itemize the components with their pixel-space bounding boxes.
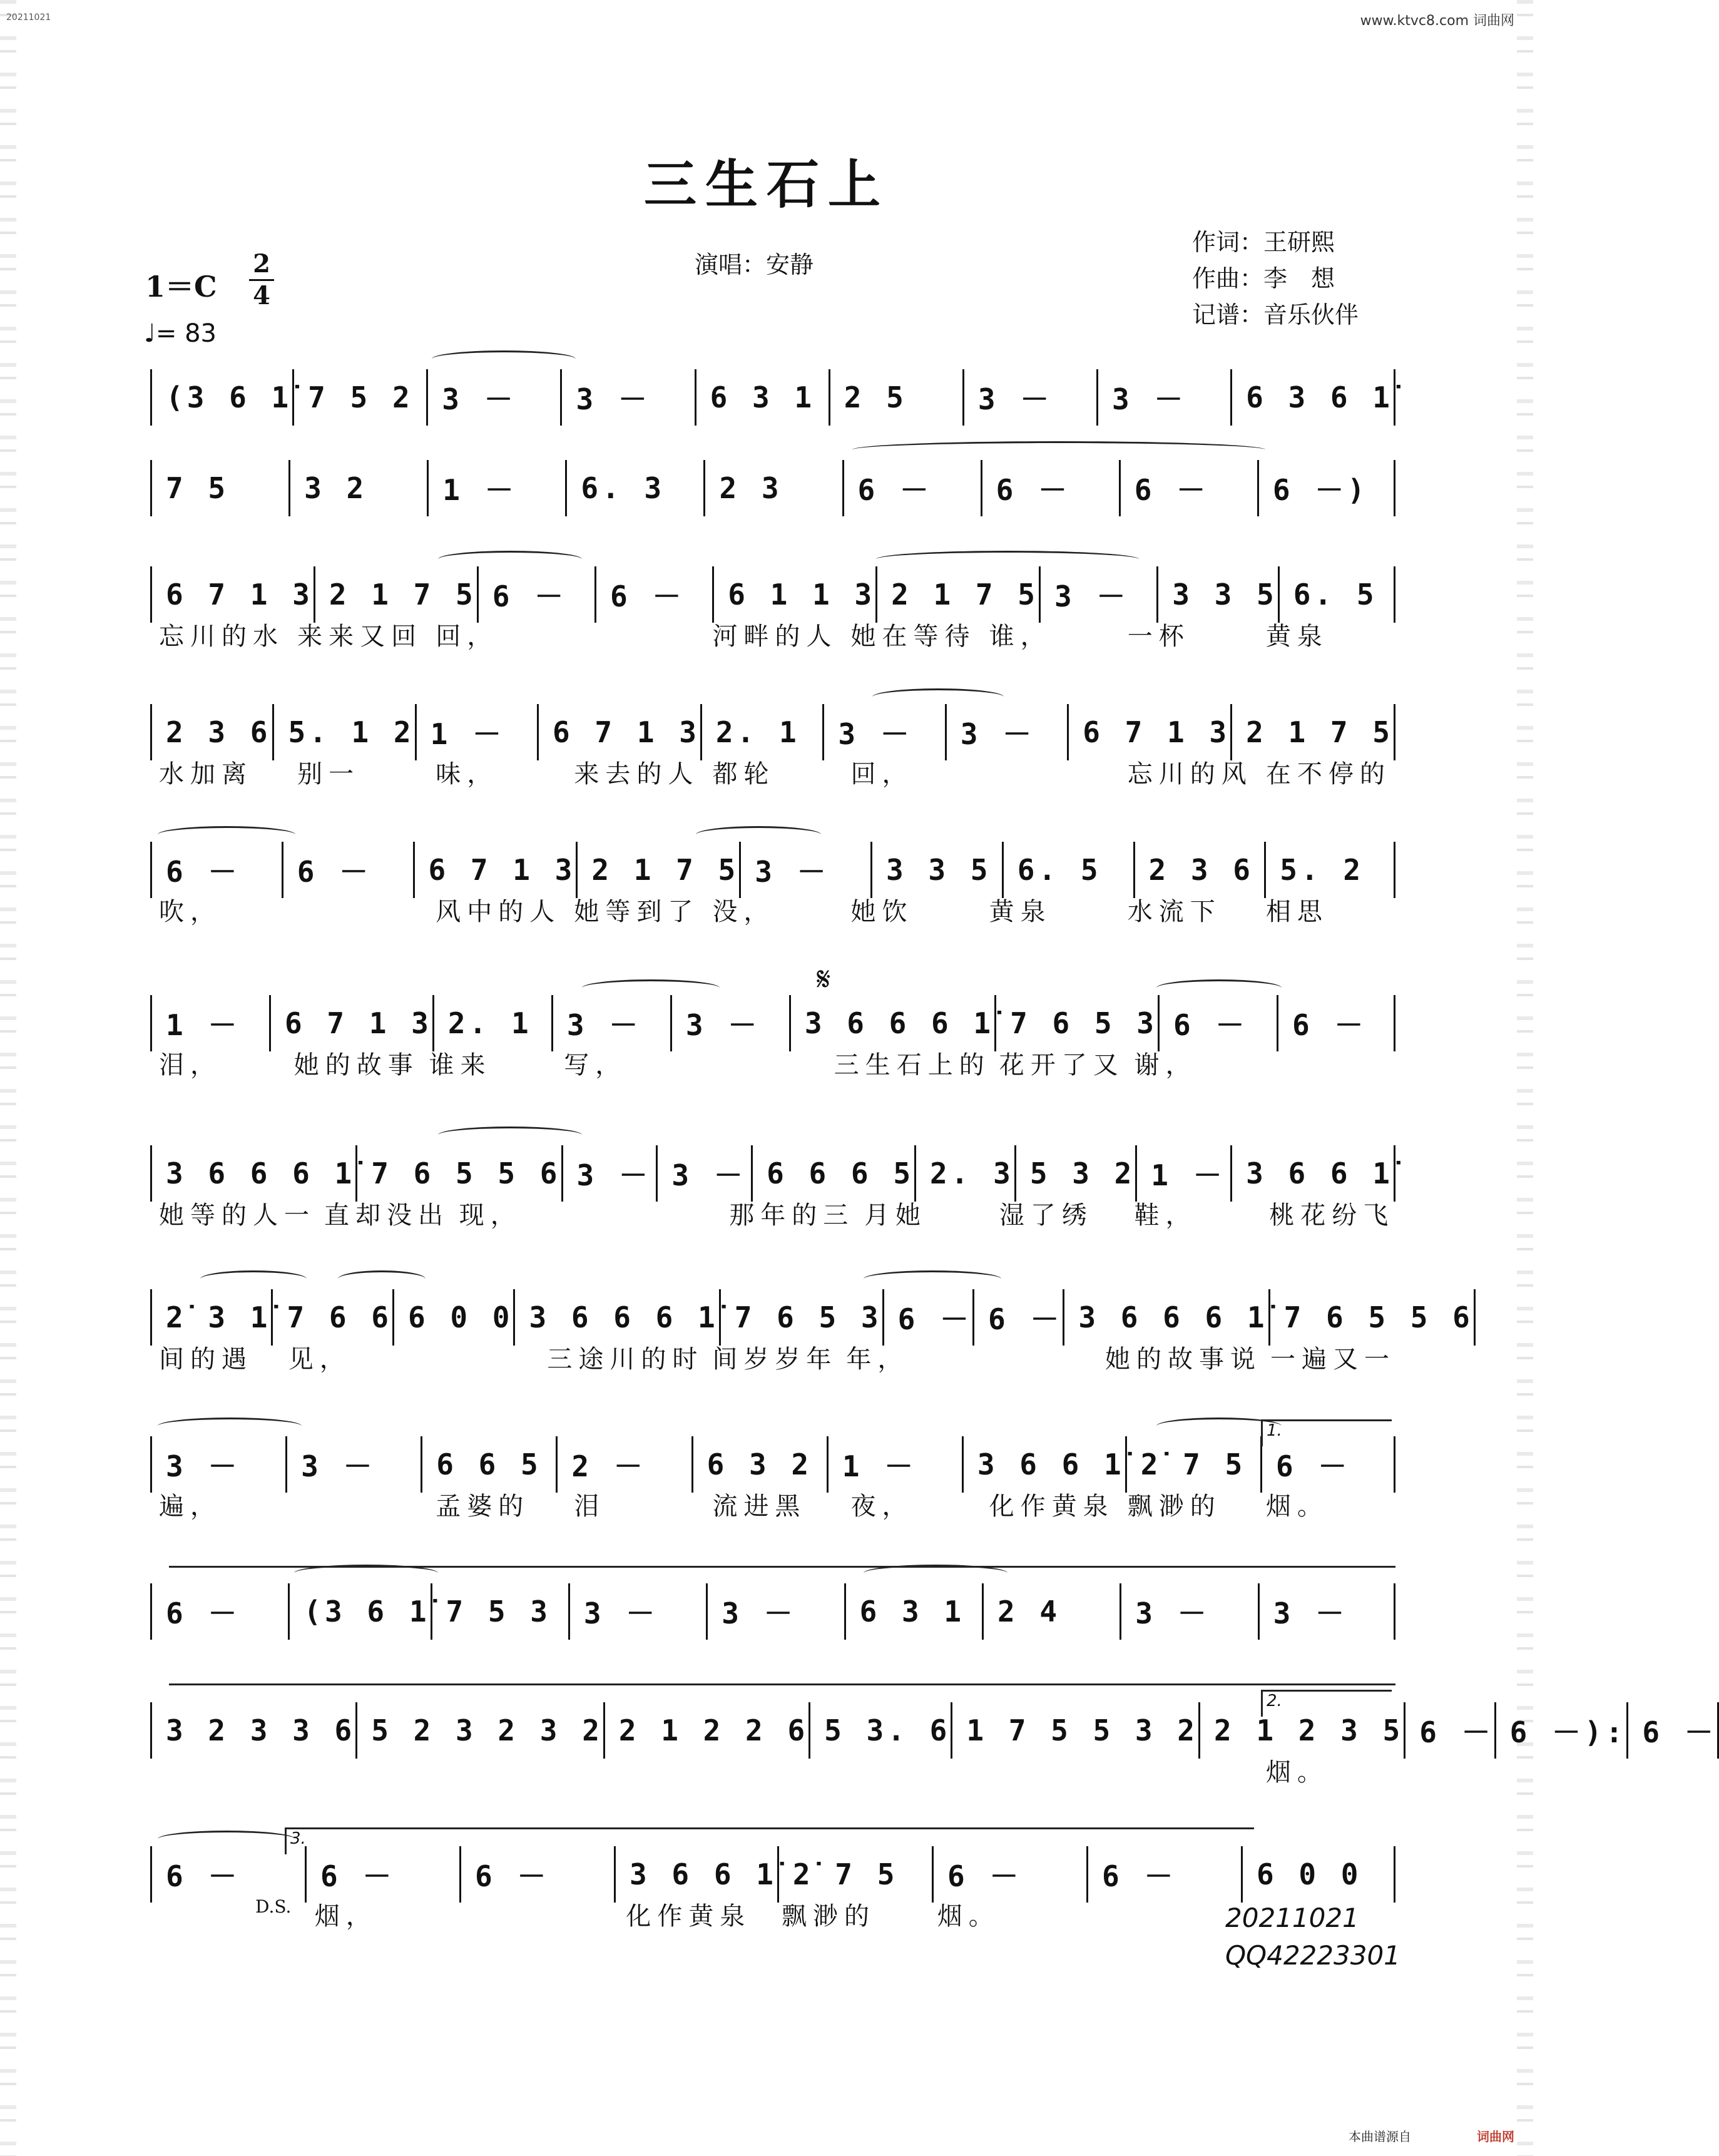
lyric-segment: 三途川的时	[547, 1345, 704, 1374]
lyric-segment: 忘川的风	[1127, 760, 1253, 789]
measure: 6 3 6 1̇	[1230, 369, 1395, 426]
lyric-segment: 化作黄泉	[989, 1492, 1115, 1521]
lyric-segment	[288, 1752, 427, 1790]
site-tag: www.ktvc8.com 词曲网	[1360, 13, 1514, 29]
lyric-segment: 河畔的人	[712, 622, 838, 651]
lyric-segment	[703, 1752, 842, 1790]
measure: 6 －	[150, 1583, 288, 1640]
lyric-segment: 直却没出	[324, 1201, 449, 1230]
lyric-segment: 谁来	[429, 1051, 492, 1080]
measure: 6 －	[305, 1846, 459, 1903]
right-watermark-strip	[1517, 0, 1533, 2156]
lyric-segment: 她饮	[850, 897, 914, 926]
lyric-segment	[288, 892, 427, 929]
slur-mark	[438, 551, 582, 568]
measure: 3 2 3 3 6	[150, 1702, 355, 1759]
measure: 1 －	[150, 995, 269, 1051]
lyric-segment: 月她	[864, 1201, 927, 1230]
lyric-segment: 没，	[712, 897, 775, 926]
measure: 2 1 7 5	[314, 566, 477, 623]
notation-row	[150, 369, 1395, 426]
transcriber: 记谱：音乐伙伴	[1192, 301, 1359, 329]
measure: 2. 1	[432, 995, 551, 1051]
slur-mark	[158, 826, 295, 843]
measure: 2 3 6	[150, 704, 272, 760]
measure: 3 －	[945, 704, 1067, 760]
measure: 2 4	[982, 1583, 1120, 1640]
lyric-segment	[409, 1339, 539, 1377]
lyric-segment: 她等的人一	[159, 1201, 315, 1230]
notation-row	[150, 1702, 1717, 1759]
measure: 2 1 7 5	[875, 566, 1039, 623]
measure: 7 6 5 3	[719, 1289, 882, 1346]
lyric-segment: 间岁岁年	[712, 1345, 838, 1374]
notation-row	[150, 566, 1395, 623]
notation-row	[150, 1846, 1395, 1903]
measure: 5. 2	[1264, 842, 1395, 898]
slur-mark	[338, 1270, 426, 1287]
lyric-segment: 一遍又一	[1270, 1345, 1395, 1374]
measure: 2 1 7 5	[576, 842, 739, 898]
lyric-segment: 来去的人	[574, 760, 700, 789]
measure: 2̇ 7 5	[777, 1846, 932, 1903]
footer-site-logo: 词曲网	[1477, 2129, 1514, 2144]
measure: 6 7 1 3	[269, 995, 432, 1051]
measure: 7 6 5 5 6	[355, 1145, 561, 1202]
measure: 6 －):	[1494, 1702, 1627, 1759]
measure: 3 －	[656, 1145, 751, 1202]
measure: 6. 3	[565, 460, 703, 516]
slur-mark	[696, 826, 821, 843]
measure: 6. 5	[1278, 566, 1395, 623]
lyric-segment: 回，	[850, 760, 914, 789]
lyric-segment: 烟。	[1265, 1758, 1329, 1787]
measure: 6 －	[477, 566, 594, 623]
measure: (3 6 1̇	[150, 369, 292, 426]
measure: 7 5 3	[431, 1583, 568, 1640]
lyric-segment: 年，	[846, 1345, 909, 1374]
measure: 7 6 5 5 6	[1268, 1289, 1476, 1346]
lyric-segment: 谢，	[1134, 1051, 1197, 1080]
measure: 3 －	[670, 995, 789, 1051]
measure: 6 －	[150, 1846, 305, 1903]
notation-row	[150, 1145, 1395, 1202]
measure: 3 6 6 1̇	[962, 1436, 1125, 1493]
measure: 6. 5	[1002, 842, 1133, 898]
lyricist: 作词：王研熙	[1192, 228, 1335, 256]
measure: 6 0 0	[392, 1289, 513, 1346]
measure: 6 －	[459, 1846, 614, 1903]
measure: (3 6 1̇	[288, 1583, 430, 1640]
measure: 7 5	[150, 460, 288, 516]
lyric-segment: 写，	[564, 1051, 627, 1080]
lyric-segment: 水加离	[159, 760, 253, 789]
measure: 3 －	[739, 842, 870, 898]
lyric-segment: 味，	[436, 760, 499, 789]
measure: 6 －	[1260, 1436, 1395, 1493]
measure: 3 －	[822, 704, 944, 760]
measure: 3 －	[706, 1583, 844, 1640]
lyric-segment	[1119, 1752, 1257, 1790]
lyric-segment: 遍，	[159, 1492, 222, 1521]
measure: 2. 1	[700, 704, 822, 760]
lyrics-row	[150, 754, 1395, 792]
measure: 3 －	[1120, 1583, 1257, 1640]
lyric-segment: 水流下	[1127, 897, 1222, 926]
lyrics-row	[150, 1195, 1395, 1233]
lyric-segment: 她的故事	[293, 1051, 419, 1080]
measure: 6 3 1	[695, 369, 829, 426]
slur-mark	[158, 1418, 302, 1434]
measure: 3 3 5	[870, 842, 1002, 898]
slur-mark	[1156, 979, 1282, 996]
lyric-segment: 夜，	[850, 1492, 914, 1521]
lyric-segment	[586, 1195, 721, 1233]
measure: 6 －	[842, 460, 981, 516]
lyric-segment: 烟，	[314, 1902, 377, 1931]
measure: 3 －	[568, 1583, 706, 1640]
measure: 6 －	[882, 1289, 972, 1346]
measure: 3 －	[560, 369, 694, 426]
measure: 2 3	[703, 460, 842, 516]
notation-row	[150, 460, 1395, 516]
lyric-segment: 黄泉	[1265, 622, 1329, 651]
lyric-segment	[1084, 1896, 1240, 1934]
top-left-tag: 20211021	[6, 13, 51, 23]
time-bottom: 4	[249, 279, 274, 311]
lyrics-row	[150, 1486, 1395, 1524]
notation-row	[150, 704, 1395, 760]
lyric-segment	[981, 1752, 1119, 1790]
measure: 3 2	[288, 460, 427, 516]
lyric-segment: 现，	[459, 1201, 522, 1230]
lyric-segment: 间的遇	[159, 1345, 253, 1374]
tempo-marking: ♩= 83	[144, 319, 217, 348]
slur-mark	[872, 688, 1004, 705]
footer-date: 20211021	[1225, 1903, 1359, 1933]
measure: 3 －	[150, 1436, 285, 1493]
measure: 2 －	[556, 1436, 691, 1493]
measure: 6 －	[1158, 995, 1277, 1051]
measure: 2̇ 7 5	[1125, 1436, 1260, 1493]
measure: 5 3. 6	[808, 1702, 951, 1759]
measure: 3 6 6 1̇	[614, 1846, 777, 1903]
measure: 5. 1 2	[272, 704, 414, 760]
slur-mark	[582, 979, 720, 996]
lyric-segment	[842, 1752, 981, 1790]
lyric-segment: 孟婆的	[436, 1492, 530, 1521]
lyrics-row	[150, 1896, 1395, 1934]
lyric-segment: 三生石上的	[834, 1051, 991, 1080]
measure: 2 3 6	[1133, 842, 1265, 898]
measure: 6 －	[972, 1289, 1063, 1346]
lyric-segment	[150, 1752, 288, 1790]
lyric-segment: 别一	[297, 760, 360, 789]
measure: 3 －	[426, 369, 560, 426]
slur-mark	[876, 551, 1139, 568]
notation-row	[150, 1436, 1395, 1493]
measure: 3 6 6 6 1̇	[1063, 1289, 1268, 1346]
measure: 6 －	[932, 1846, 1086, 1903]
lyric-segment: 一杯	[1127, 622, 1190, 651]
lyric-segment: 那年的三	[729, 1201, 855, 1230]
ds-mark: D.S.	[255, 1896, 292, 1917]
lyric-segment	[462, 1896, 618, 1934]
segno-mark: 𝄋	[817, 961, 831, 998]
measure: 3 6 6 1̇	[1230, 1145, 1395, 1202]
measure: 1 －	[427, 460, 565, 516]
lyric-segment: 化作黄泉	[626, 1902, 752, 1931]
volta-bracket: 1.	[1261, 1419, 1392, 1446]
measure: 3 3 5	[1156, 566, 1277, 623]
measure: 2 1 2 2 6	[603, 1702, 808, 1759]
measure: 6 6 5	[421, 1436, 556, 1493]
measure: 1 7 5 5 3 2	[951, 1702, 1198, 1759]
notation-row	[150, 995, 1395, 1051]
measure: 6 －	[1119, 460, 1257, 516]
lyric-segment: 谁，	[989, 622, 1052, 651]
singer: 演唱：安静	[695, 251, 814, 278]
lyric-segment: 见，	[288, 1345, 351, 1374]
slur-mark	[158, 1831, 295, 1847]
slur-mark	[432, 350, 576, 367]
lyric-segment: 烟。	[1265, 1492, 1329, 1521]
slur-mark	[852, 441, 1265, 458]
lyric-segment: 飘渺的	[1127, 1492, 1222, 1521]
measure: 6 7 1 3	[1067, 704, 1230, 760]
measure: 3 －	[285, 1436, 421, 1493]
measure: 1 －	[827, 1436, 962, 1493]
lyric-segment: 泪，	[159, 1051, 222, 1080]
slur-mark	[864, 1270, 1001, 1287]
measure: 6 －	[1404, 1702, 1494, 1759]
measure: 6 －	[1626, 1702, 1718, 1759]
measure: 3 －	[561, 1145, 656, 1202]
measure: 7 5 2	[292, 369, 426, 426]
lyric-segment: 都轮	[712, 760, 775, 789]
measure: 3 6 6 6 1̇	[150, 1145, 355, 1202]
slur-mark	[200, 1270, 307, 1287]
lyric-segment: 她的故事说	[1105, 1345, 1262, 1374]
measure: 7 6 6	[271, 1289, 392, 1346]
measure: 6 －)	[1257, 460, 1395, 516]
lyric-segment: 吹，	[159, 897, 222, 926]
lyric-segment: 来来又回	[297, 622, 423, 651]
lyric-segment: 她等到了	[574, 897, 700, 926]
composer: 作曲：李 想	[1192, 265, 1335, 292]
measure: 6 －	[594, 566, 712, 623]
measure: 3 －	[551, 995, 670, 1051]
lyric-segment: 飘渺的	[782, 1902, 875, 1931]
measure: 7 6 5 3	[994, 995, 1158, 1051]
lyric-segment: 在不停的	[1265, 760, 1391, 789]
lyric-segment: 湿了绣	[999, 1201, 1093, 1230]
time-top: 2	[253, 249, 270, 278]
measure: 6 7 1 3	[413, 842, 576, 898]
measure: 6 3 1	[844, 1583, 982, 1640]
lyric-segment: 流进黑	[712, 1492, 807, 1521]
measure: 2 5	[829, 369, 962, 426]
measure: 3 6 6 6 1̇	[789, 995, 994, 1051]
measure: 1 －	[1135, 1145, 1230, 1202]
tie-line	[169, 1566, 1395, 1568]
notation-row	[150, 1583, 1395, 1640]
lyric-segment: 回，	[436, 622, 499, 651]
tie-line	[169, 1683, 1395, 1685]
lyric-segment: 泪	[574, 1492, 606, 1521]
measure: 3 －	[1096, 369, 1230, 426]
lyric-segment	[565, 616, 703, 654]
volta-bracket: 3.	[285, 1827, 1254, 1854]
measure: 6 1 1 3	[712, 566, 875, 623]
lyric-segment	[427, 1752, 565, 1790]
lyric-segment: 黄泉	[989, 897, 1052, 926]
lyric-segment: 相思	[1265, 897, 1329, 926]
lyric-segment: 花开了又	[999, 1051, 1125, 1080]
time-signature	[249, 249, 274, 311]
left-watermark-strip	[0, 0, 16, 2156]
lyric-segment: 桃花纷飞	[1269, 1201, 1395, 1230]
lyric-segment	[981, 754, 1119, 792]
measure: 6 7 1 3	[150, 566, 314, 623]
lyrics-row	[150, 1339, 1395, 1377]
lyrics-row	[150, 1045, 1395, 1083]
measure: 6 7 1 3	[537, 704, 700, 760]
footer-source: 本曲谱源自	[1349, 2129, 1411, 2144]
measure: 5 3 2	[1014, 1145, 1135, 1202]
key-signature: 1＝C	[145, 270, 217, 304]
lyric-segment	[690, 1045, 825, 1083]
measure: 6 －	[1277, 995, 1395, 1051]
notation-row	[150, 1289, 1474, 1346]
lyrics-row	[150, 892, 1395, 929]
volta-bracket: 2.	[1261, 1690, 1392, 1717]
measure: 3 －	[962, 369, 1096, 426]
measure: 1 －	[415, 704, 537, 760]
lyrics-row	[150, 1752, 1395, 1790]
measure: 6 －	[1086, 1846, 1241, 1903]
measure: 3 －	[1039, 566, 1156, 623]
measure: 3 －	[1258, 1583, 1395, 1640]
lyrics-row	[150, 616, 1395, 654]
measure: 6 －	[282, 842, 413, 898]
song-title: 三生石上	[643, 153, 889, 215]
measure: 2. 3	[914, 1145, 1014, 1202]
measure: 6 3 2	[691, 1436, 827, 1493]
notation-row	[150, 842, 1395, 898]
measure: 2 1 7 5	[1230, 704, 1395, 760]
footer-qq: QQ42223301	[1225, 1940, 1400, 1971]
measure: 6 6 6 5	[751, 1145, 914, 1202]
lyric-segment	[565, 1752, 703, 1790]
measure: 3 6 6 6 1̇	[513, 1289, 718, 1346]
lyric-segment	[288, 1486, 427, 1524]
lyric-segment: 她在等待	[850, 622, 976, 651]
lyric-segment	[1260, 1045, 1395, 1083]
lyric-segment: 风中的人	[436, 897, 561, 926]
lyric-segment	[967, 1339, 1096, 1377]
measure: 6 0 0	[1241, 1846, 1395, 1903]
measure: 5 2 3 2 3 2	[355, 1702, 603, 1759]
lyric-segment: 鞋，	[1134, 1201, 1197, 1230]
lyric-segment: 烟。	[937, 1902, 1000, 1931]
measure: 2 1 2 3 5	[1198, 1702, 1404, 1759]
measure: 2̇ 3 1̇	[150, 1289, 271, 1346]
measure: 6 －	[150, 842, 282, 898]
slur-mark	[438, 1127, 582, 1143]
measure: 6 －	[981, 460, 1119, 516]
lyric-segment: 忘川的水	[159, 622, 284, 651]
